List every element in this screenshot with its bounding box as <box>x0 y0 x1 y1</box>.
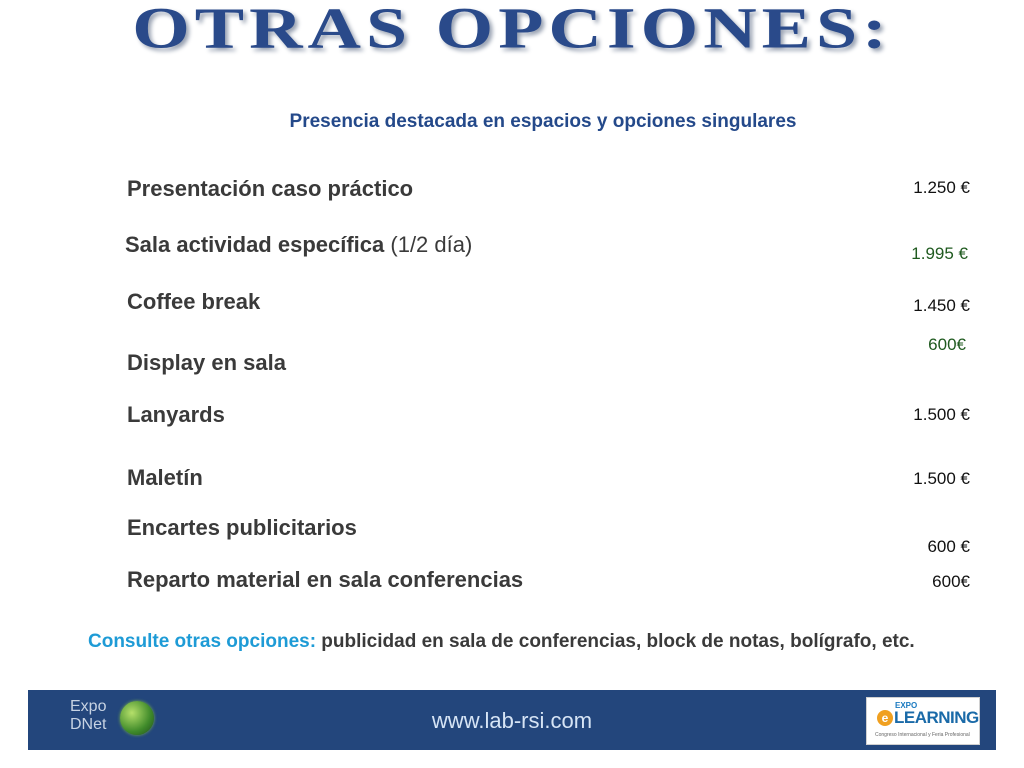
page-subtitle: Presencia destacada en espacios y opciones singulares <box>289 111 797 132</box>
expo-elearning-logo <box>866 697 980 745</box>
option-price: 1.500 € <box>913 469 970 488</box>
website-link[interactable]: www.lab-rsi.com <box>431 708 593 733</box>
option-label <box>127 350 286 376</box>
option-label-text: Sala actividad específica <box>125 232 385 257</box>
option-price: 1.995 € <box>911 244 968 263</box>
option-label <box>127 567 523 593</box>
option-label <box>127 176 413 202</box>
option-label-text: Coffee break <box>127 289 261 314</box>
option-label <box>127 465 203 491</box>
option-price: 600€ <box>932 572 970 591</box>
option-price: 600€ <box>928 335 966 354</box>
option-label <box>127 515 357 541</box>
expo-dnet-logo-text: Expo DNet <box>70 698 107 733</box>
page-title: OTRAS OPCIONES: <box>132 0 892 61</box>
option-price: 1.250 € <box>913 178 970 197</box>
option-price: 1.450 € <box>913 296 970 315</box>
option-label-text: Reparto material en sala conferencias <box>127 567 524 592</box>
e-letter-icon: e <box>877 710 893 726</box>
option-note: (1/2 día) <box>384 232 473 257</box>
footer-bar <box>28 690 996 750</box>
consult-text: publicidad en sala de conferencias, block de notas, bolígrafo, etc. <box>316 631 915 652</box>
logo-expo-text: EXPO <box>895 701 918 710</box>
logo-tagline: Congreso Internacional y Feria Profesional <box>875 732 970 738</box>
option-label <box>127 289 260 315</box>
consult-note <box>88 629 918 654</box>
consult-lead: Consulte otras opciones: <box>88 631 317 652</box>
option-label <box>127 402 225 428</box>
option-label <box>125 232 472 258</box>
logo-learning-text: LEARNING <box>894 708 979 727</box>
option-label-text: Lanyards <box>127 402 225 427</box>
option-label-text: Display en sala <box>127 350 286 375</box>
option-price: 1.500 € <box>913 405 970 424</box>
option-price: 600 € <box>927 537 970 556</box>
option-label-text: Maletín <box>127 465 203 490</box>
option-label-text: Presentación caso práctico <box>127 176 414 201</box>
option-label-text: Encartes publicitarios <box>127 515 357 540</box>
